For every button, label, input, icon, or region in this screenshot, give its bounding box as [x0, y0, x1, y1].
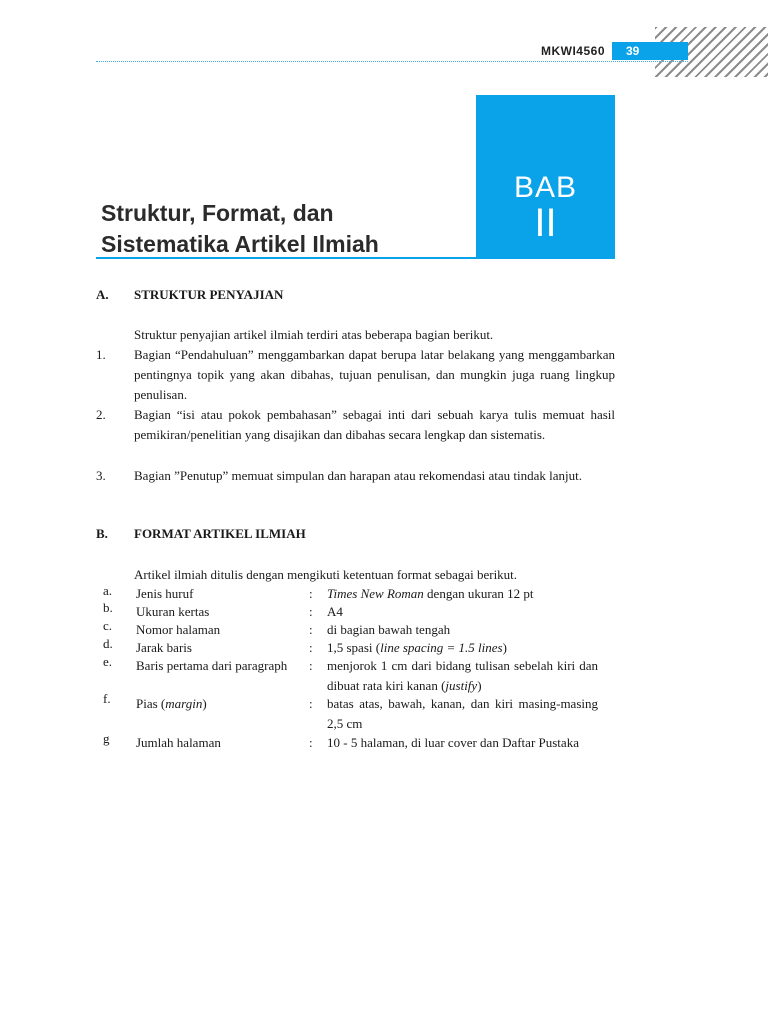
format-row-label: Jumlah halaman: [136, 735, 221, 750]
format-row-label: Jarak baris: [136, 640, 192, 655]
section-b-heading: FORMAT ARTIKEL ILMIAH: [134, 526, 306, 541]
format-label-text: Pias (: [136, 696, 166, 711]
list-item-text: Bagian “isi atau pokok pembahasan” sebagai inti dari sebuah karya tulis memuat hasil pemikiran/penelitian yang disajikan dan dibahas secara lengkap dan sistematis.: [134, 407, 615, 442]
format-row-colon: :: [309, 622, 313, 637]
section-b-letter: B.: [96, 526, 108, 541]
format-row-label: Ukuran kertas: [136, 604, 210, 619]
format-row-label: Jenis huruf: [136, 586, 194, 601]
format-row-value: di bagian bawah tengah: [327, 622, 451, 637]
format-row-label: Nomor halaman: [136, 622, 221, 637]
format-value-text: 1,5 spasi (: [327, 640, 381, 655]
course-code: MKWI4560: [533, 44, 609, 58]
page-number: 39: [612, 42, 688, 60]
format-row-label: [136, 694, 306, 714]
format-row-letter: d.: [103, 636, 113, 651]
format-row-colon: :: [309, 640, 313, 655]
list-item-number: 3.: [96, 468, 106, 483]
section-a-letter: A.: [96, 287, 109, 302]
list-item-number: 2.: [96, 407, 106, 422]
format-label-italic: margin: [165, 696, 203, 711]
format-value-text: dengan ukuran 12 pt: [423, 586, 534, 601]
format-row-value: [327, 584, 598, 604]
format-value-text: menjorok 1 cm dari bidang tulisan sebelah kiri dan dibuat rata kiri kanan (: [327, 658, 598, 693]
chapter-title-line-1: Struktur, Format, dan: [101, 200, 334, 226]
chapter-title-underline: [96, 257, 615, 259]
section-b-intro: Artikel ilmiah ditulis dengan mengikuti ketentuan format sebagai berikut.: [134, 567, 518, 582]
format-label-text: ): [202, 696, 207, 711]
format-value-italic: line spacing = 1.5 lines: [380, 640, 503, 655]
format-row-letter: c.: [103, 618, 113, 633]
format-value-italic: justify: [445, 678, 478, 693]
chapter-badge-number: II: [534, 201, 557, 245]
format-value-italic: Times New Roman: [327, 586, 424, 601]
format-row-value: [327, 656, 598, 696]
format-row-letter: e.: [103, 654, 113, 669]
format-row-letter: b.: [103, 600, 113, 615]
section-a-heading: STRUKTUR PENYAJIAN: [134, 287, 284, 302]
format-row-colon: :: [309, 604, 313, 619]
format-row-value: [327, 638, 598, 658]
format-row-value: A4: [327, 604, 343, 619]
section-a-intro: Struktur penyajian artikel ilmiah terdiri atas beberapa bagian berikut.: [134, 327, 494, 342]
chapter-title: [101, 198, 471, 260]
format-value-text: ): [477, 678, 482, 693]
format-row-colon: :: [309, 696, 313, 711]
format-row-colon: :: [309, 658, 313, 673]
format-value-text: ): [502, 640, 507, 655]
format-row-value: batas atas, bawah, kanan, dan kiri masing-masing 2,5 cm: [327, 696, 598, 731]
format-row-letter: a.: [103, 583, 113, 598]
header-dotted-rule: [96, 61, 688, 62]
chapter-title-line-2: Sistematika Artikel Ilmiah: [101, 231, 379, 257]
format-row-colon: :: [309, 735, 313, 750]
list-item-text: Bagian ”Penutup” memuat simpulan dan harapan atau rekomendasi atau tindak lanjut.: [134, 468, 582, 483]
chapter-badge-word: BAB: [513, 171, 578, 204]
format-row-letter: g: [103, 731, 110, 746]
chapter-badge: [476, 95, 615, 257]
format-row-label: Baris pertama dari paragraph: [136, 658, 288, 673]
format-row-letter: f.: [103, 691, 111, 706]
list-item-text: Bagian “Pendahuluan” menggambarkan dapat berupa latar belakang yang menggambarkan pentingnya topik yang akan dibahas, tujuan penulisan, dan mungkin juga ruang lingkup penulisan.: [134, 347, 615, 402]
list-item-number: 1.: [96, 347, 106, 362]
format-row-colon: :: [309, 586, 313, 601]
format-row-value: 10 - 5 halaman, di luar cover dan Daftar Pustaka: [327, 735, 579, 750]
